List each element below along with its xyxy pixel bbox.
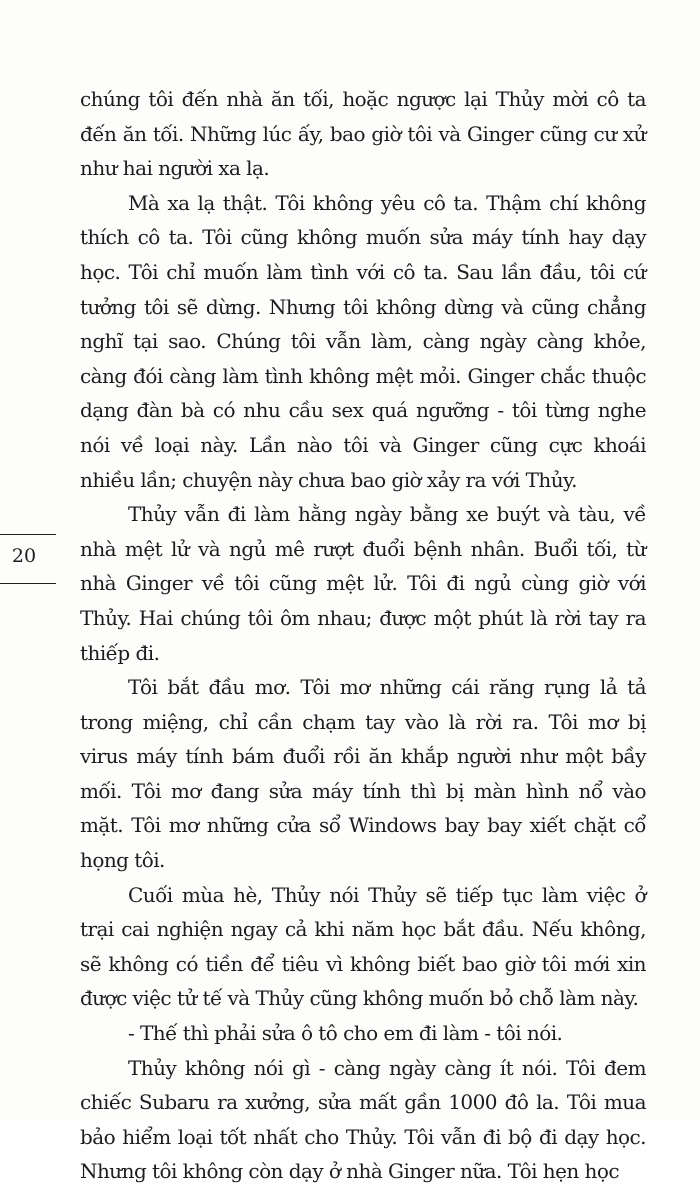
paragraph: Tôi bắt đầu mơ. Tôi mơ những cái răng rụng lả tả trong miệng, chỉ cần chạm tay vào là rời ra. Tôi mơ bị virus máy tính bám đuổi rồi ăn khắp người như một bầy mối. Tôi mơ đang sửa máy tính thì bị màn hình nổ vào mặt. Tôi mơ những cửa sổ Windows bay bay xiết chặt cổ họng tôi. bbox=[80, 675, 646, 873]
paragraph: Thủy không nói gì - càng ngày càng ít nói. Tôi đem chiếc Subaru ra xưởng, sửa mất gần 1000 đô la. Tôi mua bảo hiểm loại tốt nhất cho Thủy. Tôi vẫn đi bộ đi dạy học. Nhưng tôi không còn dạy ở nhà Ginger nữa. Tôi hẹn học bbox=[80, 1055, 646, 1184]
page-number-rule-top bbox=[0, 534, 56, 535]
body-text bbox=[80, 82, 646, 1189]
paragraph: Mà xa lạ thật. Tôi không yêu cô ta. Thậm chí không thích cô ta. Tôi cũng không muốn sửa máy tính hay dạy học. Tôi chỉ muốn làm tình với cô ta. Sau lần đầu, tôi cứ tưởng tôi sẽ dừng. Nhưng tôi không dừng và cũng chẳng nghĩ tại sao. Chúng tôi vẫn làm, càng ngày càng khỏe, càng đói càng làm tình không mệt mỏi. Ginger chắc thuộc dạng đàn bà có nhu cầu sex quá ngưỡng - tôi từng nghe nói về loại này. Lần nào tôi và Ginger cũng cực khoái nhiều lần; chuyện này chưa bao giờ xảy ra với Thủy. bbox=[80, 190, 646, 492]
paragraph: Cuối mùa hè, Thủy nói Thủy sẽ tiếp tục làm việc ở trại cai nghiện ngay cả khi năm học bắt đầu. Nếu không, sẽ không có tiền để tiêu vì không biết bao giờ tôi mới xin được việc tử tế và Thủy cũng không muốn bỏ chỗ làm này. bbox=[80, 882, 646, 1011]
page-number: 20 bbox=[11, 545, 37, 567]
page-number-rule-bottom bbox=[0, 583, 56, 584]
paragraph: Thủy vẫn đi làm hằng ngày bằng xe buýt và tàu, về nhà mệt lử và ngủ mê rượt đuổi bệnh nhân. Buổi tối, từ nhà Ginger về tôi cũng mệt lử. Tôi đi ngủ cùng giờ với Thủy. Hai chúng tôi ôm nhau; được một phút là rời tay ra thiếp đi. bbox=[80, 502, 646, 665]
dialogue-line: - Thế thì phải sửa ô tô cho em đi làm - tôi nói. bbox=[128, 1021, 563, 1046]
page-number-marker bbox=[0, 523, 60, 595]
paragraph-continued: chúng tôi đến nhà ăn tối, hoặc ngược lại Thủy mời cô ta đến ăn tối. Những lúc ấy, bao giờ tôi và Ginger cũng cư xử như hai người xa lạ. bbox=[80, 87, 646, 181]
